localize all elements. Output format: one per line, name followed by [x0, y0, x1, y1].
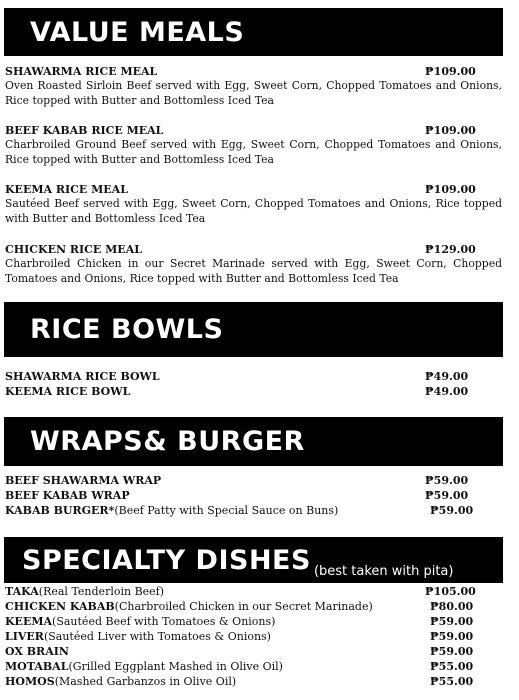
item-description: (Real Tenderloin Beef) — [38, 585, 165, 598]
item-description: Charbroiled Ground Beef served with Egg, Sweet Corn, Chopped Tomatoes and Onions, Rice topped with Butter and Bottomless Iced Tea — [5, 138, 502, 166]
item-price: ₱105.00 — [425, 585, 476, 598]
item-description: (Charbroiled Chicken in our Secret Marinade) — [114, 600, 373, 613]
menu-item — [5, 124, 502, 167]
menu-item — [5, 504, 502, 519]
item-name: KABAB BURGER* — [5, 504, 115, 517]
item-name: CHICKEN RICE MEAL — [5, 243, 142, 256]
item-price: ₱59.00 — [430, 615, 474, 628]
wraps-burger-header — [4, 417, 503, 466]
item-price: ₱55.00 — [430, 660, 474, 673]
item-name: SHAWARMA RICE BOWL — [5, 370, 160, 383]
item-price: ₱109.00 — [425, 183, 476, 196]
menu-item — [5, 645, 502, 660]
section-title: WRAPS& BURGER — [30, 426, 305, 457]
item-name: MOTABAL — [5, 660, 69, 673]
item-name: BEEF KABAB RICE MEAL — [5, 124, 164, 137]
item-description: (Beef Patty with Special Sauce on Buns) — [114, 504, 339, 517]
section-title: VALUE MEALS — [30, 16, 245, 48]
menu-item — [5, 660, 502, 675]
menu-item — [5, 385, 502, 400]
section-title: SPECIALTY DISHES — [22, 544, 311, 576]
item-name: BEEF SHAWARMA WRAP — [5, 474, 162, 487]
item-description: Oven Roasted Sirloin Beef served with Egg, Sweet Corn, Chopped Tomatoes and Onions, Rice topped with Butter and Bottomless Iced Tea — [5, 79, 502, 107]
item-price: ₱55.00 — [430, 675, 474, 688]
menu-item — [5, 370, 502, 385]
item-price: ₱80.00 — [430, 600, 474, 613]
item-name: TAKA — [5, 585, 39, 598]
item-name: HOMOS — [5, 675, 55, 688]
menu-item — [5, 243, 502, 286]
item-price: ₱109.00 — [425, 124, 476, 137]
item-price: ₱129.00 — [425, 243, 476, 256]
item-price: ₱59.00 — [430, 630, 474, 643]
menu-item — [5, 183, 502, 226]
menu-item — [5, 489, 502, 504]
item-name: LIVER — [5, 630, 44, 643]
section-subtitle: (best taken with pita) — [313, 564, 454, 579]
specialty-dishes-header — [4, 537, 503, 583]
menu-item — [5, 65, 502, 108]
item-price: ₱49.00 — [425, 385, 469, 398]
item-name: KEEMA — [5, 615, 53, 628]
item-description: (Grilled Eggplant Mashed in Olive Oil) — [68, 660, 283, 673]
item-price: ₱59.00 — [425, 489, 469, 502]
item-price: ₱59.00 — [430, 645, 474, 658]
menu-item — [5, 675, 502, 690]
item-price: ₱49.00 — [425, 370, 469, 383]
item-name: OX BRAIN — [5, 645, 69, 658]
item-name: BEEF KABAB WRAP — [5, 489, 130, 502]
menu-item — [5, 600, 502, 615]
menu-item — [5, 630, 502, 645]
item-price: ₱59.00 — [425, 474, 469, 487]
rice-bowls-header — [4, 302, 503, 357]
item-price: ₱59.00 — [430, 504, 474, 517]
menu-item — [5, 615, 502, 630]
item-name: SHAWARMA RICE MEAL — [5, 65, 158, 78]
item-price: ₱109.00 — [425, 65, 476, 78]
menu-item — [5, 474, 502, 489]
item-name: KEEMA RICE BOWL — [5, 385, 131, 398]
item-description: Sautéed Beef served with Egg, Sweet Corn, Chopped Tomatoes and Onions, Rice topped with Butter and Bottomless Iced Tea — [5, 197, 502, 225]
item-name: CHICKEN KABAB — [5, 600, 115, 613]
value-meals-header — [4, 8, 503, 56]
menu-item — [5, 585, 502, 600]
item-description: (Sautéed Liver with Tomatoes & Onions) — [43, 630, 271, 643]
item-description: Charbroiled Chicken in our Secret Marinade served with Egg, Sweet Corn, Chopped Tomatoes and Onions, Rice topped with Butter and Bottomless Iced Tea — [5, 257, 502, 285]
item-name: KEEMA RICE MEAL — [5, 183, 128, 196]
section-title: RICE BOWLS — [30, 314, 224, 345]
item-description: (Sautéed Beef with Tomatoes & Onions) — [52, 615, 276, 628]
item-description: (Mashed Garbanzos in Olive Oil) — [54, 675, 237, 688]
